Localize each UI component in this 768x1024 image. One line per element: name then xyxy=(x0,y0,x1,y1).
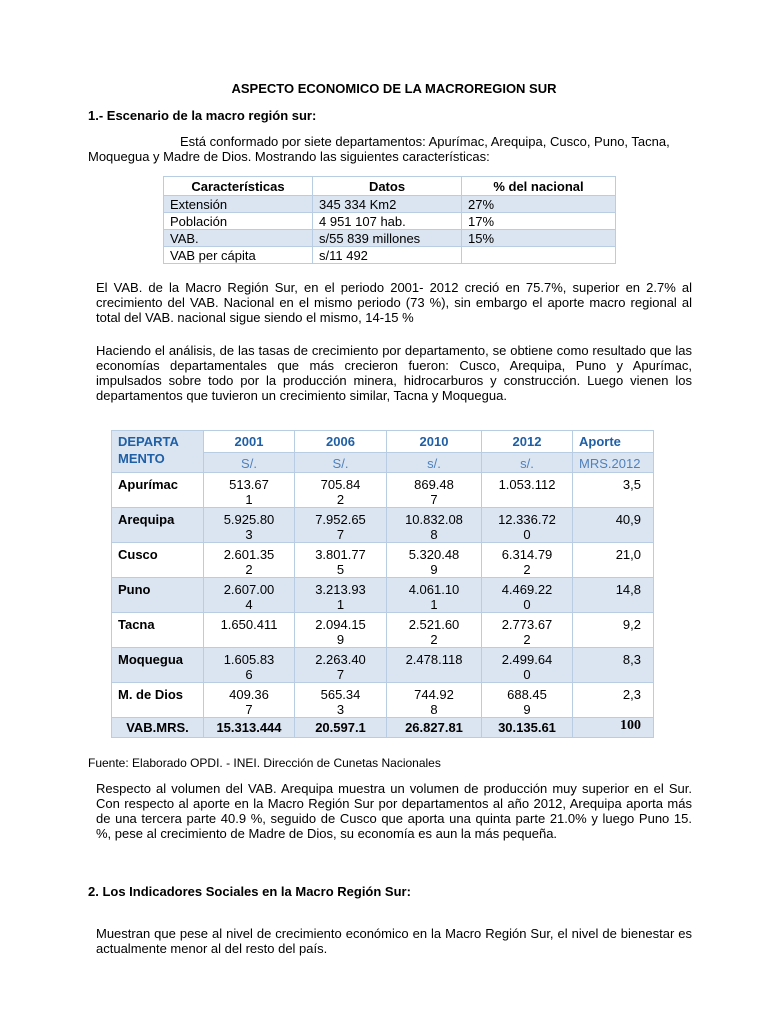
section-1-intro-text: Está conformado por siete departamentos: Apurímac, Arequipa, Cusco, Puno, Tacna, Moquegua y Madre de Dios. Mostrando las siguientes características: xyxy=(88,134,670,164)
aporte-value: 21,0 xyxy=(573,543,654,578)
vab-value-2001: 1.650.411 xyxy=(204,613,295,648)
vab-value-2012: 688.45 9 xyxy=(482,683,573,718)
aporte-value: 2,3 xyxy=(573,683,654,718)
vab-value-2012: 2.499.64 0 xyxy=(482,648,573,683)
department-name: Arequipa xyxy=(112,508,204,543)
col-header-2001: 2001 xyxy=(204,431,295,453)
table-row xyxy=(112,578,654,613)
table-row xyxy=(112,508,654,543)
vab-value-2006: 3.801.77 5 xyxy=(295,543,387,578)
currency-label: S/. xyxy=(295,453,387,473)
vab-value-2010: 744.92 8 xyxy=(387,683,482,718)
vab-value-2012: 1.053.112 xyxy=(482,473,573,508)
vab-value-2012: 6.314.79 2 xyxy=(482,543,573,578)
vab-value-2006: 7.952.65 7 xyxy=(295,508,387,543)
total-row xyxy=(112,718,654,738)
vab-value-2001: 2.601.35 2 xyxy=(204,543,295,578)
section-2-paragraph: Muestran que pese al nivel de crecimiento económico en la Macro Región Sur, el nivel de bienestar es actualmente menor al del resto del país. xyxy=(96,926,692,956)
total-2012: 30.135.61 xyxy=(482,718,573,738)
vab-volume-paragraph: Respecto al volumen del VAB. Arequipa muestra un volumen de producción muy superior en el Sur. Con respecto al aporte en la Macro Región Sur por departamentos al año 2012, Arequipa aporta más de una tercera parte 40.9 %, seguido de Cusco que aporta una quinta parte 21.0% y luego Puno 15. %, pese al crecimiento de Madre de Dios, su economía es aun la más pequeña. xyxy=(96,781,692,841)
table-row xyxy=(164,196,616,213)
section-2-heading: 2. Los Indicadores Sociales en la Macro Región Sur: xyxy=(88,884,411,899)
section-1-heading: 1.- Escenario de la macro región sur: xyxy=(88,108,317,123)
vab-value-2012: 2.773.67 2 xyxy=(482,613,573,648)
vab-value-2006: 2.263.40 7 xyxy=(295,648,387,683)
col-header-departamento: DEPARTA MENTO xyxy=(112,431,204,473)
table-cell: 345 334 Km2 xyxy=(313,196,462,213)
vab-value-2010: 869.48 7 xyxy=(387,473,482,508)
vab-value-2001: 513.67 1 xyxy=(204,473,295,508)
aporte-value: 8,3 xyxy=(573,648,654,683)
col-header-aporte: Aporte xyxy=(573,431,654,453)
department-name: Tacna xyxy=(112,613,204,648)
table-row xyxy=(164,230,616,247)
table-row xyxy=(112,613,654,648)
currency-label: S/. xyxy=(204,453,295,473)
aporte-unit: MRS.2012 xyxy=(573,453,654,473)
department-name: Cusco xyxy=(112,543,204,578)
table-cell: s/11 492 xyxy=(313,247,462,264)
table-cell: 4 951 107 hab. xyxy=(313,213,462,230)
total-2006: 20.597.1 xyxy=(295,718,387,738)
vab-value-2010: 10.832.08 8 xyxy=(387,508,482,543)
vab-value-2006: 2.094.15 9 xyxy=(295,613,387,648)
vab-growth-paragraph: El VAB. de la Macro Región Sur, en el periodo 2001- 2012 creció en 75.7%, superior en 2.7% al crecimiento del VAB. Nacional en el mismo periodo (73 %), sin embargo el aporte macro regional al total del VAB. nacional sigue siendo el mismo, 14-15 % xyxy=(96,280,692,325)
vab-value-2010: 2.478.118 xyxy=(387,648,482,683)
table-row xyxy=(112,683,654,718)
table-cell: VAB per cápita xyxy=(164,247,313,264)
total-2010: 26.827.81 xyxy=(387,718,482,738)
table-cell: 15% xyxy=(462,230,616,247)
department-name: M. de Dios xyxy=(112,683,204,718)
currency-label: s/. xyxy=(387,453,482,473)
vab-department-table xyxy=(111,430,654,738)
vab-value-2010: 4.061.10 1 xyxy=(387,578,482,613)
table-cell xyxy=(462,247,616,264)
aporte-value: 40,9 xyxy=(573,508,654,543)
table-row xyxy=(164,247,616,264)
table-cell: s/55 839 millones xyxy=(313,230,462,247)
vab-value-2012: 4.469.22 0 xyxy=(482,578,573,613)
vab-value-2006: 705.84 2 xyxy=(295,473,387,508)
growth-analysis-paragraph: Haciendo el análisis, de las tasas de crecimiento por departamento, se obtiene como resultado que las economías departamentales que más crecieron fueron: Cusco, Arequipa, Puno y Apurímac, impulsados sobre todo por la producción minera, hidrocarburos y construcción. Luego vienen los departamentos que tuvieron un crecimiento similar, Tacna y Moquegua. xyxy=(96,343,692,403)
table-cell: Población xyxy=(164,213,313,230)
aporte-value: 9,2 xyxy=(573,613,654,648)
table-cell: 27% xyxy=(462,196,616,213)
section-1-intro xyxy=(88,134,692,164)
vab-value-2001: 1.605.83 6 xyxy=(204,648,295,683)
currency-label: s/. xyxy=(482,453,573,473)
vab-value-2001: 409.36 7 xyxy=(204,683,295,718)
vab-value-2006: 3.213.93 1 xyxy=(295,578,387,613)
table-row xyxy=(112,648,654,683)
department-name: Apurímac xyxy=(112,473,204,508)
col-header-datos: Datos xyxy=(313,177,462,196)
total-2001: 15.313.444 xyxy=(204,718,295,738)
col-header-2010: 2010 xyxy=(387,431,482,453)
vab-value-2010: 5.320.48 9 xyxy=(387,543,482,578)
table-row xyxy=(112,473,654,508)
department-name: Puno xyxy=(112,578,204,613)
department-name: Moquegua xyxy=(112,648,204,683)
table-row xyxy=(164,213,616,230)
col-header-caracteristicas: Características xyxy=(164,177,313,196)
table-cell: 17% xyxy=(462,213,616,230)
table-cell: VAB. xyxy=(164,230,313,247)
vab-value-2001: 2.607.00 4 xyxy=(204,578,295,613)
document-title: ASPECTO ECONOMICO DE LA MACROREGION SUR xyxy=(231,81,557,96)
col-header-2006: 2006 xyxy=(295,431,387,453)
vab-value-2010: 2.521.60 2 xyxy=(387,613,482,648)
vab-value-2006: 565.34 3 xyxy=(295,683,387,718)
vab-value-2001: 5.925.80 3 xyxy=(204,508,295,543)
total-label: VAB.MRS. xyxy=(112,718,204,738)
characteristics-table xyxy=(163,176,616,264)
aporte-value: 14,8 xyxy=(573,578,654,613)
col-header-pct-nacional: % del nacional xyxy=(462,177,616,196)
table-row xyxy=(112,543,654,578)
source-note: Fuente: Elaborado OPDI. - INEI. Dirección de Cunetas Nacionales xyxy=(88,756,441,770)
table-cell: Extensión xyxy=(164,196,313,213)
total-aporte: 100 xyxy=(573,718,654,738)
col-header-2012: 2012 xyxy=(482,431,573,453)
aporte-value: 3,5 xyxy=(573,473,654,508)
vab-value-2012: 12.336.72 0 xyxy=(482,508,573,543)
table-header-row xyxy=(112,431,654,453)
